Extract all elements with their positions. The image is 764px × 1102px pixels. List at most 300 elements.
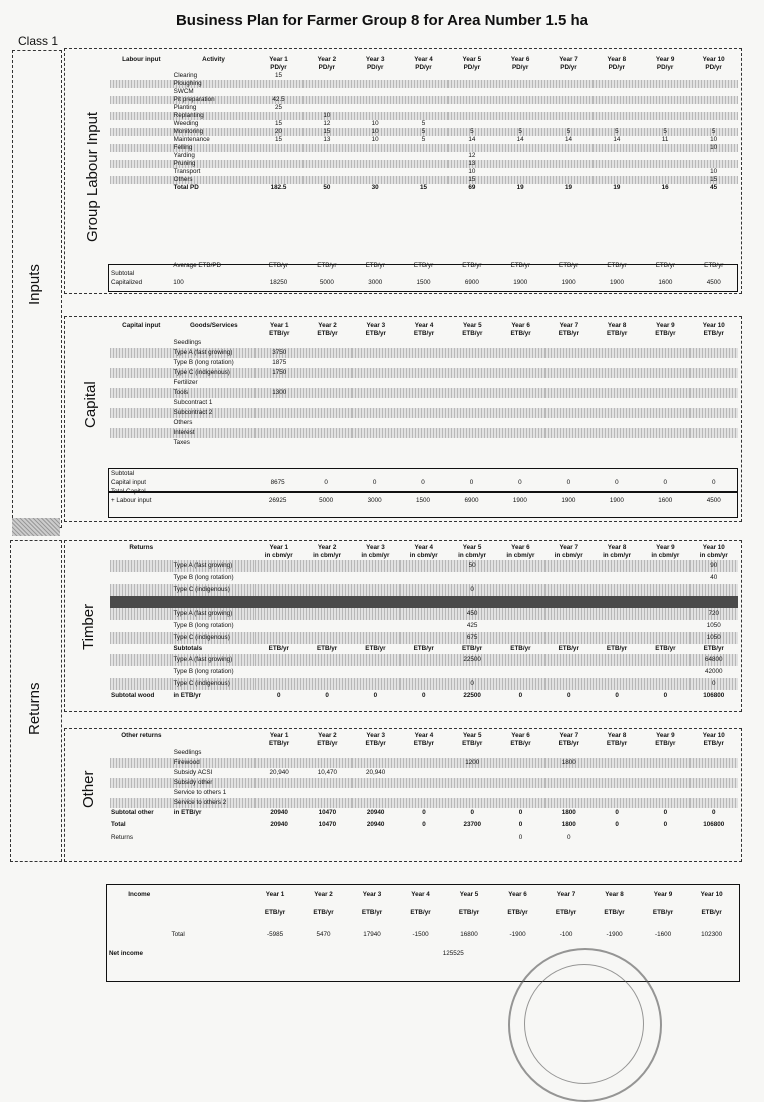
table-cell: Pit preparation (173, 96, 255, 104)
table-cell (110, 184, 173, 192)
table-cell (593, 398, 641, 408)
table-cell (303, 160, 351, 168)
table-cell: Year 4 (414, 322, 434, 329)
table-cell (545, 428, 593, 438)
table-cell: 15 (275, 120, 283, 127)
table-cell (173, 64, 255, 72)
table-cell (303, 596, 351, 608)
table-cell: 5 (496, 128, 544, 136)
table-cell: 5470 (316, 930, 331, 938)
table-cell (496, 418, 544, 428)
labour-row (110, 112, 738, 120)
table-cell (641, 832, 689, 844)
labour-row (110, 96, 738, 104)
table-cell (400, 408, 448, 418)
table-cell: ETB/yr (462, 330, 483, 337)
table-cell (352, 758, 400, 768)
table-cell (110, 120, 173, 128)
table-cell (254, 144, 302, 152)
table-cell: Interest (173, 428, 256, 438)
table-cell: Year 8 (607, 544, 627, 551)
table-cell (351, 176, 399, 184)
table-cell (303, 748, 351, 758)
table-cell: 10 (351, 128, 399, 136)
table-cell: Type C (indigenous) (172, 584, 254, 596)
table-cell (400, 608, 448, 620)
table-cell: ETB/yr (365, 740, 386, 747)
table-cell: 425 (466, 621, 478, 629)
table-cell (303, 778, 351, 788)
table-cell (690, 348, 738, 358)
table-cell: 20940 (366, 820, 385, 828)
table-cell: Seedlings (173, 748, 202, 756)
table-cell (255, 418, 303, 428)
table-cell (690, 768, 739, 778)
table-cell: 0 (711, 808, 716, 816)
table-cell: Subtotal (111, 270, 135, 277)
table-cell: Year 2 (318, 322, 337, 329)
table-cell: Type C (indigenous) (173, 368, 256, 378)
other-units-row (110, 740, 738, 748)
timber-row (110, 560, 738, 572)
table-cell: 182.5 (270, 184, 287, 191)
capital-units-row (110, 330, 738, 338)
table-cell: ETB/yr (558, 740, 579, 747)
other-subtotal-row (110, 808, 738, 818)
table-cell (545, 788, 593, 798)
timber-row (110, 632, 738, 644)
table-cell (545, 666, 593, 678)
table-cell: PD/yr (366, 64, 384, 71)
table-cell (544, 176, 592, 184)
table-cell: 450 (448, 608, 496, 620)
table-cell (110, 112, 173, 120)
table-cell: Year 9 (656, 322, 675, 329)
table-cell (448, 120, 496, 128)
labour-row (110, 72, 738, 80)
timber-row (110, 620, 738, 632)
table-cell (400, 748, 448, 758)
table-cell (352, 832, 400, 844)
table-cell (254, 88, 302, 96)
table-cell (351, 620, 399, 632)
table-cell (173, 470, 253, 478)
table-cell: 1800 (545, 758, 593, 768)
table-cell: 1800 (561, 820, 576, 828)
table-cell: Year 1 (269, 56, 288, 63)
table-cell (448, 832, 496, 844)
table-cell: 102300 (701, 930, 723, 938)
table-cell (496, 408, 544, 418)
table-cell (496, 398, 544, 408)
table-cell (641, 758, 689, 768)
net-income-row (108, 946, 736, 962)
table-cell (689, 160, 738, 168)
table-cell (689, 96, 738, 104)
table-cell: 13 (323, 136, 331, 143)
table-cell: 26925 (268, 496, 287, 504)
table-cell (352, 788, 400, 798)
table-cell (255, 758, 303, 768)
table-cell (110, 160, 173, 168)
table-cell: Year 7 (559, 56, 578, 63)
table-cell: 0 (615, 478, 619, 486)
table-cell (173, 740, 255, 748)
table-cell: Planting (173, 104, 197, 111)
table-cell (110, 72, 173, 80)
table-cell: Subtotal wood (111, 691, 155, 699)
labour-subtotal-label-row (110, 270, 738, 278)
table-cell (544, 144, 592, 152)
table-cell (110, 428, 173, 438)
table-cell (496, 768, 544, 778)
table-cell (110, 152, 173, 160)
table-cell (448, 88, 496, 96)
table-cell (448, 428, 496, 438)
other-label: Other (80, 770, 97, 808)
table-cell: 0 (518, 808, 523, 816)
table-cell: Year 7 (559, 322, 579, 329)
table-cell (545, 678, 593, 690)
table-cell (255, 572, 303, 584)
table-cell: 22500 (463, 691, 481, 699)
table-cell: Service to others 2 (173, 798, 255, 808)
table-cell (545, 748, 593, 758)
table-cell (593, 120, 641, 128)
table-cell (545, 438, 593, 448)
table-cell: -100 (559, 930, 573, 938)
table-cell (496, 96, 544, 104)
table-cell (496, 428, 544, 438)
table-cell (400, 632, 448, 644)
table-cell: Capital input (122, 322, 161, 329)
table-cell: 10 (689, 144, 738, 152)
table-cell (400, 778, 448, 788)
labour-row (110, 120, 738, 128)
table-cell (448, 358, 496, 368)
table-cell (689, 72, 738, 80)
table-cell (255, 832, 303, 844)
table-cell (351, 80, 399, 88)
table-cell (641, 666, 689, 678)
table-cell: ETB/yr (313, 908, 334, 916)
table-cell (448, 112, 496, 120)
table-cell (641, 80, 689, 88)
table-cell (448, 798, 496, 808)
table-cell: 10 (371, 136, 379, 143)
table-cell (303, 572, 351, 584)
table-cell (448, 768, 496, 778)
table-cell: ETB/yr (413, 644, 434, 652)
table-cell (689, 152, 738, 160)
table-cell: PD/yr (318, 64, 336, 71)
table-cell (448, 144, 496, 152)
table-cell (170, 888, 250, 902)
table-cell (303, 654, 351, 666)
table-cell (448, 438, 496, 448)
other-total-row (110, 818, 738, 832)
table-cell: 19 (516, 184, 524, 191)
table-cell: Year 1 (269, 322, 289, 329)
table-cell: 1200 (448, 758, 496, 768)
timber-header-row (110, 544, 738, 552)
table-cell (496, 152, 544, 160)
table-cell (689, 88, 738, 96)
table-cell: Subcontract 1 (173, 398, 213, 406)
table-cell (593, 152, 641, 160)
table-cell (255, 596, 303, 608)
table-cell: SWCM (173, 88, 194, 95)
table-cell (110, 620, 172, 632)
table-cell (351, 654, 399, 666)
table-cell: ETB/yr (269, 330, 290, 337)
table-cell: PD/yr (511, 64, 529, 71)
table-cell: ETB/yr (413, 262, 434, 269)
table-cell (641, 768, 689, 778)
table-cell: Year 4 (414, 544, 434, 551)
table-cell: 5000 (319, 496, 334, 504)
table-cell (110, 788, 173, 798)
table-cell (496, 120, 544, 128)
table-cell: ETB/yr (462, 740, 483, 747)
table-cell (400, 654, 448, 666)
table-cell (303, 80, 351, 88)
table-cell (689, 104, 738, 112)
table-cell (593, 96, 641, 104)
table-cell (254, 152, 302, 160)
table-cell (399, 72, 447, 80)
table-cell (399, 104, 447, 112)
other-row (110, 748, 738, 758)
table-cell (400, 666, 448, 678)
table-cell: 0 (615, 691, 619, 699)
table-cell (690, 418, 738, 428)
table-cell (400, 358, 448, 368)
table-cell: 11 (661, 136, 669, 143)
table-cell: 10470 (318, 808, 337, 816)
table-cell: ETB/yr (655, 330, 676, 337)
table-cell: Average ETB/PD (173, 262, 222, 269)
table-cell (496, 144, 544, 152)
table-cell: 3750 (255, 348, 303, 358)
table-cell (110, 560, 172, 572)
table-cell (448, 388, 496, 398)
table-cell: 5 (421, 120, 426, 127)
table-cell: Year 2 (318, 732, 337, 739)
table-cell (496, 168, 544, 176)
table-cell (545, 798, 593, 808)
table-cell: 69 (468, 184, 476, 191)
table-cell (255, 428, 303, 438)
table-cell (496, 176, 544, 184)
table-cell (108, 924, 170, 946)
table-cell: 12 (323, 120, 331, 127)
table-cell: 64800 (690, 654, 738, 666)
table-cell: Year 4 (414, 732, 434, 739)
table-cell (641, 168, 689, 176)
table-cell (351, 88, 399, 96)
table-cell: in cbm/yr (554, 552, 583, 559)
table-cell: -5985 (266, 930, 284, 938)
table-cell (303, 560, 351, 572)
table-cell: ETB/yr (458, 908, 480, 916)
labour-row (110, 168, 738, 176)
timber-row (110, 596, 738, 608)
table-cell (303, 358, 351, 368)
capital-subtotal-table (110, 470, 738, 506)
table-cell: Maintenance (173, 136, 210, 143)
table-cell (110, 330, 173, 338)
table-cell: 10 (710, 168, 718, 175)
table-cell (400, 572, 448, 584)
table-cell (173, 832, 255, 844)
table-cell (255, 338, 303, 348)
table-cell: Year 5 (462, 544, 482, 551)
table-cell: 50 (323, 184, 331, 191)
table-cell (641, 788, 689, 798)
table-cell (110, 758, 173, 768)
table-cell (593, 798, 641, 808)
table-cell: Subcontract 2 (173, 408, 256, 418)
table-cell (641, 596, 689, 608)
table-cell (303, 348, 351, 358)
table-cell: 1600 (658, 496, 673, 504)
table-cell: Total Capital (111, 488, 146, 495)
table-cell (255, 788, 303, 798)
table-cell: 23700 (463, 820, 481, 828)
table-cell: Year 1 (265, 890, 285, 898)
table-cell (255, 678, 303, 690)
table-cell: Year 6 (511, 544, 530, 551)
table-cell: Fertilizer (173, 378, 198, 386)
table-cell: 8675 (270, 478, 285, 486)
table-cell (110, 388, 173, 398)
table-cell (496, 572, 544, 584)
table-cell: Year 3 (362, 890, 382, 898)
timber-value-row (110, 654, 738, 666)
table-cell (399, 144, 447, 152)
table-cell (254, 112, 302, 120)
table-cell: Other returns (121, 732, 162, 739)
table-cell: 16800 (460, 930, 478, 938)
table-cell (448, 748, 496, 758)
table-cell: ETB/yr (555, 908, 577, 916)
table-cell (496, 798, 544, 808)
table-cell (593, 428, 641, 438)
table-cell (593, 160, 641, 168)
table-cell (641, 348, 689, 358)
table-cell: Year 3 (365, 56, 385, 63)
labour-row (110, 104, 738, 112)
table-cell: 4500 (706, 278, 721, 286)
table-cell: Year 2 (317, 56, 337, 63)
table-cell (690, 584, 738, 596)
table-cell (690, 798, 739, 808)
table-cell (110, 596, 172, 608)
labour-row (110, 160, 738, 168)
table-cell: Firewood (173, 758, 255, 768)
table-cell: ETB/yr (606, 740, 628, 747)
table-cell: 1900 (513, 278, 528, 286)
table-cell (399, 80, 447, 88)
labour-row (110, 128, 738, 136)
table-cell: Year 6 (508, 890, 527, 898)
table-cell: 6900 (464, 496, 479, 504)
table-cell (173, 732, 255, 740)
table-cell (545, 388, 593, 398)
table-cell (593, 112, 641, 120)
table-cell (351, 608, 399, 620)
table-cell (303, 168, 351, 176)
table-cell (641, 608, 689, 620)
table-cell (544, 88, 592, 96)
table-cell: ETB/yr (606, 330, 628, 337)
table-cell (352, 798, 400, 808)
table-cell (496, 608, 544, 620)
table-cell: 5 (689, 128, 738, 136)
capital-row (110, 398, 738, 408)
table-cell: Year 5 (463, 322, 482, 329)
table-cell: 42000 (705, 667, 723, 675)
table-cell (593, 678, 641, 690)
table-cell: Activity (202, 56, 225, 63)
table-cell (641, 632, 689, 644)
capital-row (110, 368, 738, 378)
table-cell (351, 152, 399, 160)
capital-row (110, 418, 738, 428)
table-cell (400, 438, 448, 448)
table-cell (593, 176, 641, 184)
table-cell (690, 398, 738, 408)
labour-row (110, 136, 738, 144)
table-cell (544, 120, 592, 128)
table-cell (545, 378, 593, 388)
table-cell: 5 (544, 128, 592, 136)
table-cell: in ETB/yr (173, 691, 202, 699)
table-cell (352, 338, 400, 348)
table-cell: Type B (long rotation) (173, 621, 234, 629)
table-cell: Type C (indigenous) (172, 678, 254, 690)
table-cell (110, 358, 173, 368)
table-cell: 0 (615, 820, 619, 828)
table-cell: ETB/yr (558, 644, 579, 652)
table-cell: Type B (long rotation) (173, 667, 234, 675)
table-cell: PD/yr (608, 64, 626, 71)
table-cell: in cbm/yr (264, 552, 293, 559)
table-cell: PD/yr (656, 64, 674, 71)
table-cell: 0 (567, 833, 571, 841)
table-cell (496, 778, 544, 788)
table-cell (545, 768, 593, 778)
table-cell (255, 378, 303, 388)
table-cell (303, 96, 351, 104)
table-cell: 20940 (366, 808, 385, 816)
table-cell (399, 152, 447, 160)
table-cell: 675 (448, 632, 496, 644)
table-cell (303, 88, 351, 96)
table-cell (641, 584, 689, 596)
table-cell (641, 654, 689, 666)
table-cell (303, 72, 351, 80)
table-cell (399, 168, 447, 176)
table-cell (110, 778, 173, 788)
capital-row (110, 338, 738, 348)
table-cell (352, 748, 400, 758)
table-cell: 14 (468, 136, 476, 143)
table-cell: Year 10 (702, 322, 725, 329)
table-cell: Type B (long rotation) (173, 573, 234, 581)
table-cell (352, 368, 400, 378)
